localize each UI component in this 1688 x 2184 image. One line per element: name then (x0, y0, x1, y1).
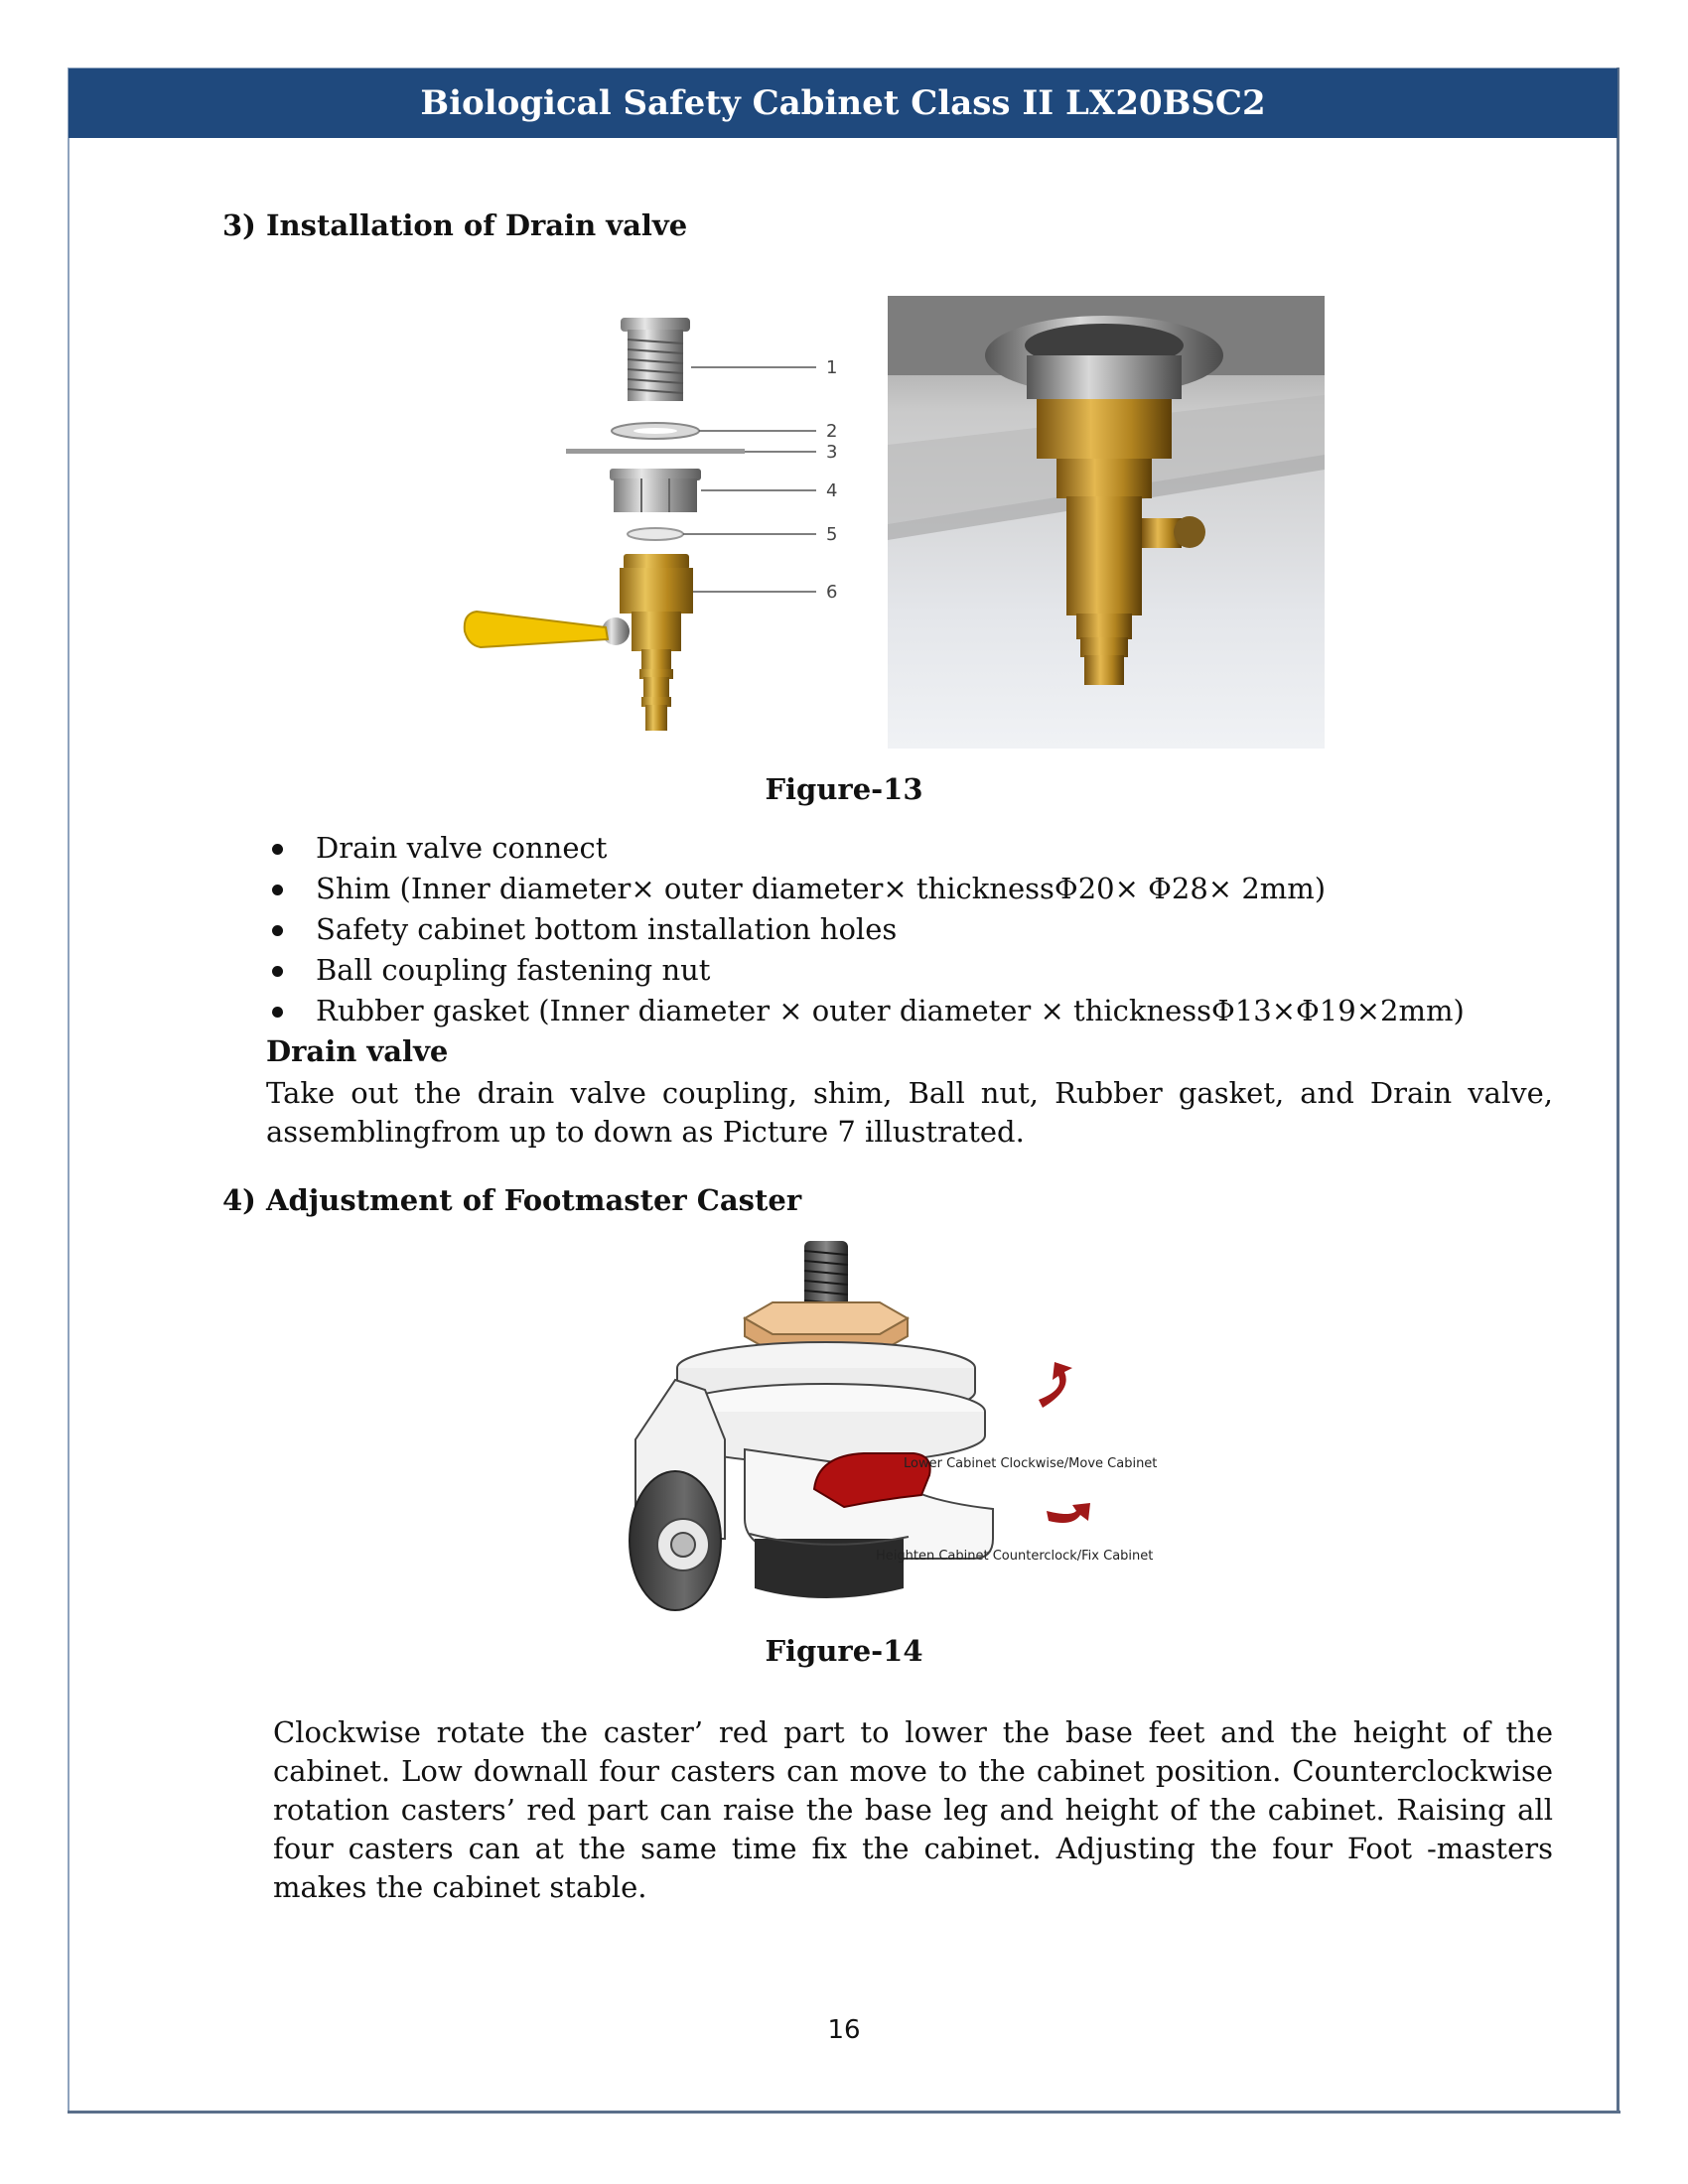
section-3-title: 3) Installation of Drain valve (222, 208, 688, 242)
caster-label-heighten: Heighten Cabinet Counterclock/Fix Cabinet (876, 1549, 1154, 1564)
footmaster-caster-diagram (606, 1241, 1162, 1618)
drain-valve-exploded-diagram (457, 298, 874, 754)
part-3-cabinet-plate (566, 449, 745, 454)
list-item: Shim (Inner diameter× outer diameter× thicknessΦ20× Φ28× 2mm) (266, 869, 1465, 909)
part-5-gasket (628, 528, 683, 540)
page-header: Biological Safety Cabinet Class II LX20BSC2 (69, 68, 1618, 138)
list-item: Drain valve connect (266, 828, 1465, 869)
part-label-5: 5 (826, 524, 838, 545)
drain-valve-installed-photo (888, 296, 1325, 749)
figure-14-caption: Figure-14 (765, 1634, 923, 1668)
part-label-1: 1 (826, 357, 838, 378)
part-label-3: 3 (826, 442, 838, 463)
section-4-title: 4) Adjustment of Footmaster Caster (222, 1183, 802, 1217)
list-item: Ball coupling fastening nut (266, 950, 1465, 991)
drain-valve-parts-list (266, 828, 1465, 1031)
part-label-2: 2 (826, 421, 838, 442)
caster-paragraph: Clockwise rotate the caster’ red part to lower the base feet and the height of the cabinet. Low downall four casters can move to the cabinet position. Counterclockwise rotation casters’ red part can raise the base leg and height of the cabinet. Raising all four casters can at the same time fix the cabinet. Adjusting the four Foot -masters makes the cabinet stable. (273, 1715, 1553, 1904)
list-item: Rubber gasket (Inner diameter × outer diameter × thicknessΦ13×Φ19×2mm) (266, 991, 1465, 1031)
frame-shadow-right (1617, 68, 1619, 2114)
page-number: 16 (827, 2015, 861, 2045)
part-1-coupling (621, 318, 690, 401)
part-6-brass-valve (465, 554, 693, 731)
part-label-4: 4 (826, 480, 838, 501)
drain-valve-subheading: Drain valve (266, 1034, 449, 1068)
figure-13-caption: Figure-13 (765, 772, 923, 806)
part-label-6: 6 (826, 582, 838, 603)
caster-label-lower: Lower Cabinet Clockwise/Move Cabinet (904, 1456, 1158, 1471)
frame-shadow-bottom (68, 2111, 1620, 2114)
list-item: Safety cabinet bottom installation holes (266, 909, 1465, 950)
drain-valve-paragraph: Take out the drain valve coupling, shim, Ball nut, Rubber gasket, and Drain valve, assemblingfrom up to down as Picture 7 illustrated. (266, 1076, 1553, 1149)
part-4-nut (610, 469, 701, 512)
